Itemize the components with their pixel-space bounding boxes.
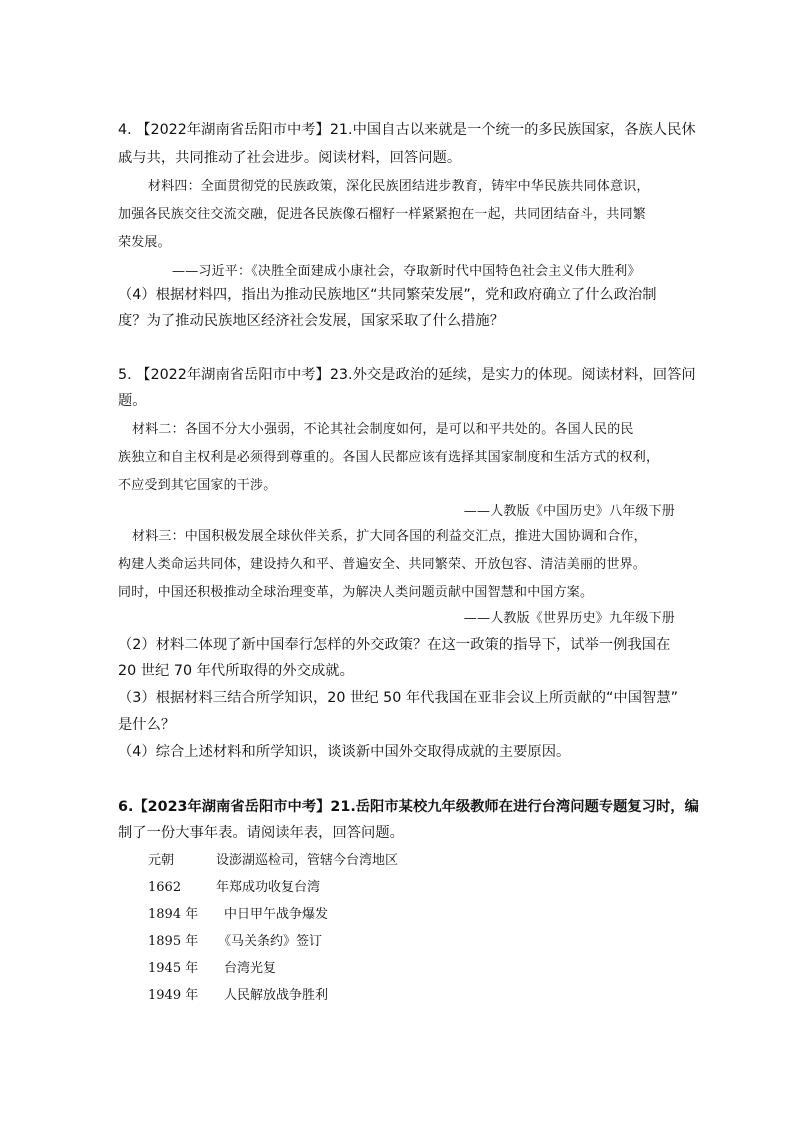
q5-question3-line1: （3）根据材料三结合所学知识，20 世纪 50 年代我国在亚非会议上所贡献的“中国智慧” bbox=[118, 690, 679, 706]
q4-material-line1: 材料四：全面贯彻党的民族政策，深化民族团结进步教育，铸牢中华民族共同体意识， bbox=[148, 179, 650, 194]
q5-question2-line1: （2）材料二体现了新中国奉行怎样的外交政策？在这一政策的指导下，试举一例我国在 bbox=[118, 637, 671, 653]
q5-material3-line2: 构建人类命运共同体，建设持久和平、普遍安全、共同繁荣、开放包容、清洁美丽的世界。 bbox=[118, 557, 647, 572]
timeline-year: 1895 年 bbox=[148, 934, 199, 949]
q4-source: ——习近平：《决胜全面建成小康社会，夺取新时代中国特色社会主义伟大胜利》 bbox=[172, 264, 641, 279]
q6-stem-line2: 制了一份大事年表。请阅读年表，回答问题。 bbox=[118, 825, 404, 841]
q5-stem-line2: 题。 bbox=[118, 393, 147, 409]
q5-material3-line3: 同时，中国还积极推动全球治理变革，为解决人类问题贡献中国智慧和中国方案。 bbox=[118, 585, 594, 600]
timeline-year: 1949 年 bbox=[148, 988, 199, 1003]
q4-stem-line2: 戚与共，共同推动了社会进步。阅读材料，回答问题。 bbox=[118, 150, 462, 166]
q5-material2-line3: 不应受到其它国家的干涉。 bbox=[118, 478, 277, 493]
q5-question3-line2: 是什么？ bbox=[118, 717, 176, 733]
q5-question2-line2: 20 世纪 70 年代所取得的外交成就。 bbox=[118, 663, 354, 679]
timeline-year: 1894 年 bbox=[148, 907, 199, 922]
q4-question-line1: （4）根据材料四，指出为推动民族地区“共同繁荣发展”，党和政府确立了什么政治制 bbox=[118, 287, 657, 303]
timeline-year: 1662 bbox=[148, 880, 182, 895]
timeline-event: 中日甲午战争爆发 bbox=[224, 907, 329, 922]
timeline-year: 元朝 bbox=[148, 853, 175, 868]
timeline-event: 人民解放战争胜利 bbox=[224, 988, 329, 1003]
q5-material3-line1: 材料三：中国积极发展全球伙伴关系，扩大同各国的利益交汇点，推进大国协调和合作， bbox=[132, 529, 647, 544]
q4-material-line3: 荣发展。 bbox=[118, 235, 171, 250]
q5-question4: （4）综合上述材料和所学知识，谈谈新中国外交取得成就的主要原因。 bbox=[118, 744, 571, 760]
q5-material2-line1: 材料二：各国不分大小强弱，不论其社会制度如何，是可以和平共处的。各国人民的民 bbox=[132, 422, 634, 437]
q5-material2-line2: 族独立和自主权利是必须得到尊重的。各国人民都应该有选择其国家制度和生活方式的权利， bbox=[118, 450, 660, 465]
q4-question-line2: 度？为了推动民族地区经济社会发展，国家采取了什么措施？ bbox=[118, 313, 505, 329]
timeline-event: 年郑成功收复台湾 bbox=[216, 880, 321, 895]
timeline-event: 设澎湖巡检司，管辖今台湾地区 bbox=[216, 853, 399, 868]
q4-stem-line1: 4. 【2022年湖南省岳阳市中考】21.中国自古以来就是一个统一的多民族国家，各族人民休 bbox=[118, 122, 696, 138]
q5-source2: ——人教版《中国历史》八年级下册 bbox=[463, 504, 675, 519]
timeline-event: 台湾光复 bbox=[224, 961, 277, 976]
timeline-event: 《马关条约》签订 bbox=[218, 934, 323, 949]
q5-stem-line1: 5. 【2022年湖南省岳阳市中考】23.外交是政治的延续，是实力的体现。阅读材料，回答问 bbox=[118, 367, 696, 383]
timeline-year: 1945 年 bbox=[148, 961, 199, 976]
q5-source3: ——人教版《世界历史》九年级下册 bbox=[463, 611, 675, 626]
q6-stem-line1: 6.【2023年湖南省岳阳市中考】21.岳阳市某校九年级教师在进行台湾问题专题复习时，编 bbox=[118, 799, 699, 815]
q4-material-line2: 加强各民族交往交流交融，促进各民族像石榴籽一样紧紧抱在一起，共同团结奋斗，共同繁 bbox=[118, 207, 647, 222]
